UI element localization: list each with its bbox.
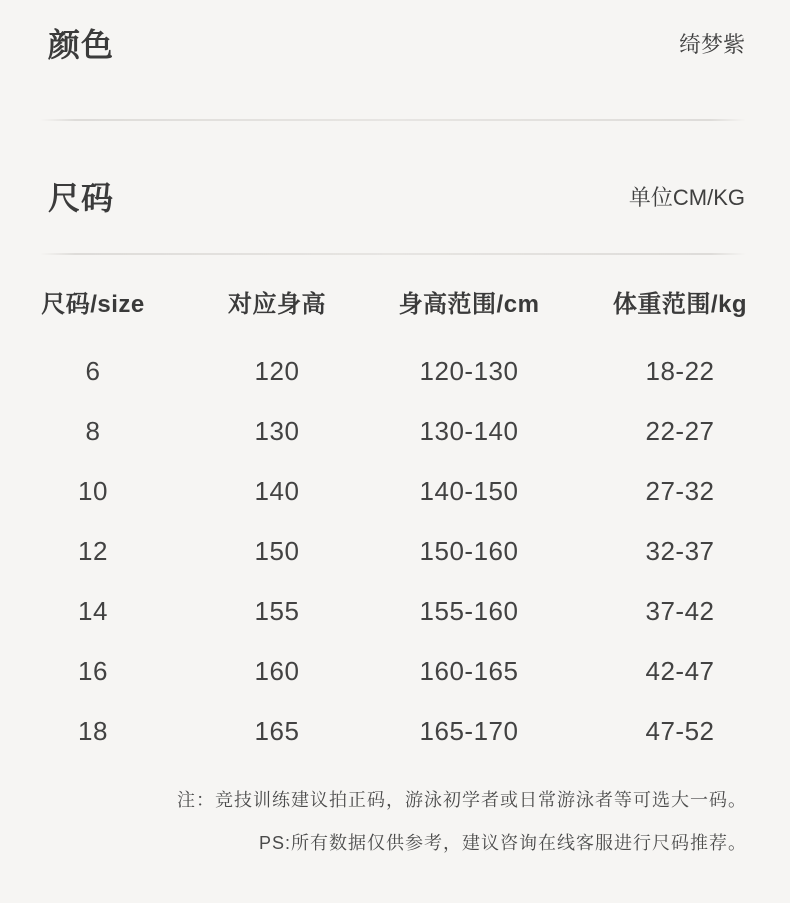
table-header-row xyxy=(0,283,790,327)
table-row xyxy=(0,701,790,761)
header-cell-corresponding-height: 对应身高 xyxy=(228,291,326,318)
header-cell-size: 尺码/size xyxy=(41,291,145,318)
size-section-title: 尺码 xyxy=(48,180,115,216)
table-cell: 130-140 xyxy=(419,416,519,446)
table-cell: 37-42 xyxy=(645,596,715,626)
color-section-title: 颜色 xyxy=(48,27,115,63)
table-cell: 140 xyxy=(254,476,300,506)
table-cell: 130 xyxy=(254,416,300,446)
table-row xyxy=(0,341,790,401)
table-cell: 16 xyxy=(78,656,108,686)
table-cell: 12 xyxy=(78,536,108,566)
table-cell: 150 xyxy=(254,536,300,566)
table-cell: 18 xyxy=(78,716,108,746)
note-line-1: 注：竞技训练建议拍正码，游泳初学者或日常游泳者等可选大一码。 xyxy=(177,790,747,810)
table-cell: 150-160 xyxy=(419,536,519,566)
table-cell: 160 xyxy=(254,656,300,686)
table-cell: 120 xyxy=(254,356,300,386)
table-cell: 165 xyxy=(254,716,300,746)
size-table xyxy=(0,283,790,761)
table-cell: 8 xyxy=(85,416,101,446)
table-cell: 160-165 xyxy=(419,656,519,686)
table-cell: 155-160 xyxy=(419,596,519,626)
header-cell-height-range: 身高范围/cm xyxy=(398,291,540,318)
table-row xyxy=(0,521,790,581)
table-cell: 155 xyxy=(254,596,300,626)
table-body xyxy=(0,341,790,761)
table-row xyxy=(0,641,790,701)
table-cell: 10 xyxy=(78,476,108,506)
table-cell: 14 xyxy=(78,596,108,626)
table-row xyxy=(0,461,790,521)
color-section xyxy=(0,0,790,119)
table-cell: 32-37 xyxy=(645,536,715,566)
table-row xyxy=(0,581,790,641)
header-cell-weight-range: 体重范围/kg xyxy=(612,291,748,318)
section-divider xyxy=(40,253,746,255)
table-cell: 47-52 xyxy=(645,716,715,746)
notes-block xyxy=(0,779,790,865)
table-cell: 165-170 xyxy=(419,716,519,746)
size-section xyxy=(0,121,790,253)
table-cell: 42-47 xyxy=(645,656,715,686)
size-unit-label: 单位CM/KG xyxy=(628,185,745,210)
color-value: 绮梦紫 xyxy=(678,32,745,57)
table-cell: 6 xyxy=(85,356,101,386)
table-cell: 140-150 xyxy=(419,476,519,506)
table-cell: 18-22 xyxy=(645,356,715,386)
table-cell: 120-130 xyxy=(419,356,519,386)
table-cell: 27-32 xyxy=(645,476,715,506)
note-line-2: PS:所有数据仅供参考，建议咨询在线客服进行尺码推荐。 xyxy=(258,833,747,853)
table-cell: 22-27 xyxy=(645,416,715,446)
table-row xyxy=(0,401,790,461)
